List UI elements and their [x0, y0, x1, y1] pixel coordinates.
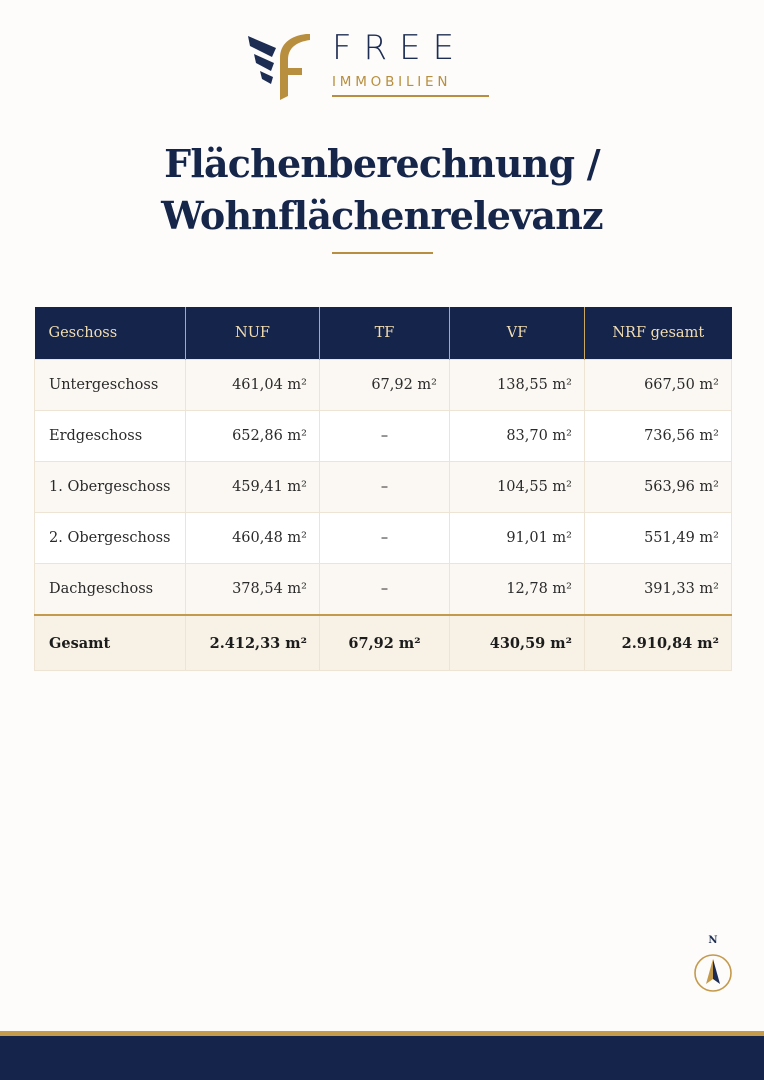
table-row: [35, 513, 732, 564]
brand-logo: [246, 30, 496, 102]
compass-north-label: N: [708, 935, 718, 946]
row-nrf: 551,49 m²: [585, 513, 732, 564]
header-nrf-gesamt: NRF gesamt: [585, 307, 732, 360]
north-compass: [692, 935, 734, 997]
table-row: [35, 462, 732, 513]
table-header-row: [35, 307, 732, 360]
total-nrf: 2.910,84 m²: [585, 615, 732, 671]
page-title-line-2: Wohnflächenrelevanz: [161, 193, 603, 238]
header-vf: VF: [450, 307, 585, 360]
row-nuf: 461,04 m²: [186, 360, 320, 411]
row-nrf: 736,56 m²: [585, 411, 732, 462]
table-total-row: [35, 615, 732, 671]
area-table: [34, 307, 732, 671]
brand-subtitle: IMMOBILIEN: [332, 74, 452, 90]
row-vf: 91,01 m²: [450, 513, 585, 564]
total-label: Gesamt: [35, 615, 186, 671]
row-floor-name: 1. Obergeschoss: [35, 462, 186, 513]
header-nuf: NUF: [186, 307, 320, 360]
header-geschoss: Geschoss: [35, 307, 186, 360]
row-floor-name: Dachgeschoss: [35, 564, 186, 616]
north-arrow-icon: [693, 953, 733, 993]
page-title: [0, 138, 764, 242]
row-tf: –: [320, 411, 450, 462]
row-tf: 67,92 m²: [320, 360, 450, 411]
logo-mark-icon: [246, 30, 314, 102]
row-floor-name: Erdgeschoss: [35, 411, 186, 462]
row-tf: –: [320, 513, 450, 564]
row-nuf: 459,41 m²: [186, 462, 320, 513]
table-row: [35, 360, 732, 411]
total-nuf: 2.412,33 m²: [186, 615, 320, 671]
table-row: [35, 411, 732, 462]
row-floor-name: 2. Obergeschoss: [35, 513, 186, 564]
row-vf: 83,70 m²: [450, 411, 585, 462]
brand-name: FREE: [332, 28, 467, 68]
row-vf: 138,55 m²: [450, 360, 585, 411]
table-row: [35, 564, 732, 616]
row-nuf: 378,54 m²: [186, 564, 320, 616]
row-vf: 104,55 m²: [450, 462, 585, 513]
row-nuf: 652,86 m²: [186, 411, 320, 462]
page-title-line-1: Flächenberechnung /: [164, 141, 600, 186]
title-underline: [332, 252, 433, 254]
row-nrf: 391,33 m²: [585, 564, 732, 616]
row-nuf: 460,48 m²: [186, 513, 320, 564]
total-tf: 67,92 m²: [320, 615, 450, 671]
footer-bar: [0, 1036, 764, 1080]
row-tf: –: [320, 462, 450, 513]
row-vf: 12,78 m²: [450, 564, 585, 616]
row-nrf: 563,96 m²: [585, 462, 732, 513]
header-tf: TF: [320, 307, 450, 360]
row-tf: –: [320, 564, 450, 616]
brand-underline: [332, 95, 489, 97]
total-vf: 430,59 m²: [450, 615, 585, 671]
row-floor-name: Untergeschoss: [35, 360, 186, 411]
row-nrf: 667,50 m²: [585, 360, 732, 411]
